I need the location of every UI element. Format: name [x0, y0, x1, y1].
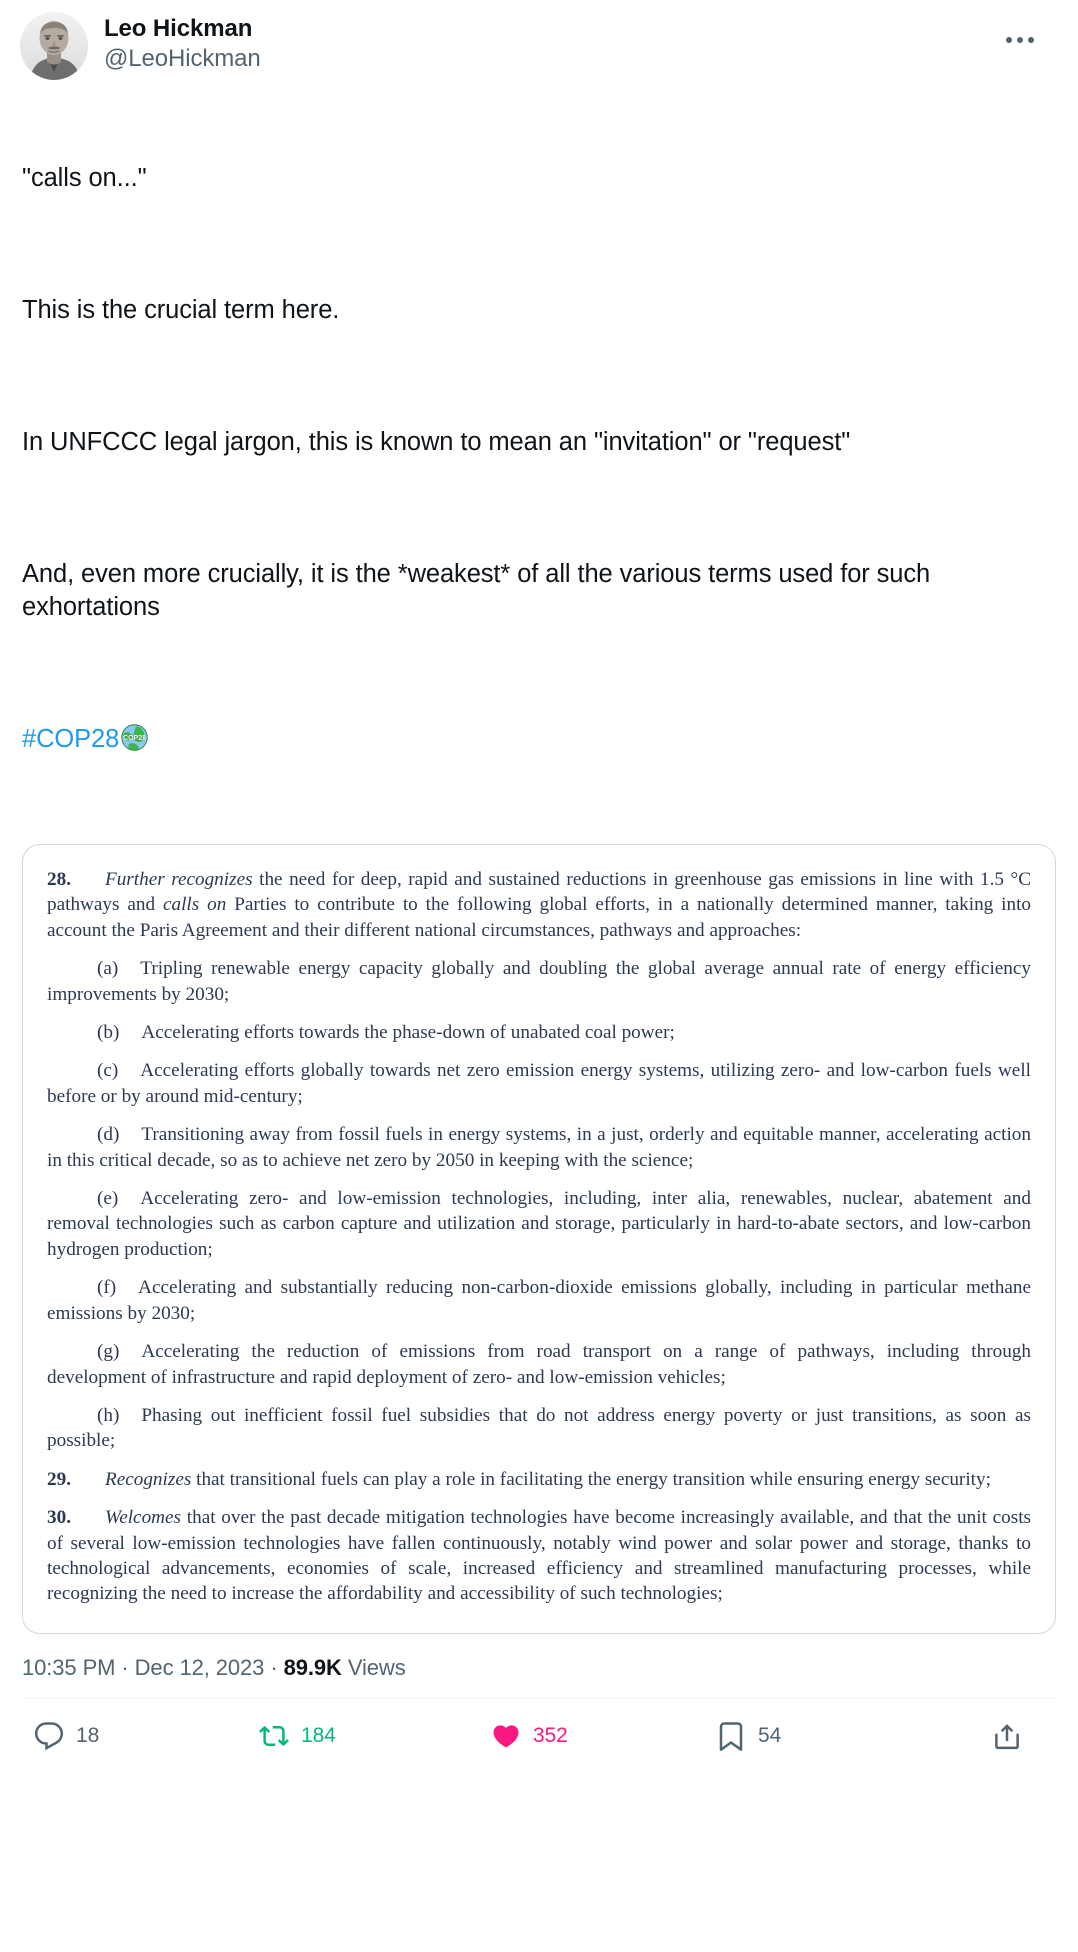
more-horizontal-icon — [1006, 37, 1034, 43]
reply-count: 18 — [76, 1724, 100, 1748]
tweet-time[interactable]: 10:35 PM — [22, 1654, 116, 1680]
bookmark-button[interactable] — [716, 1721, 906, 1751]
document-item-c — [47, 1058, 1031, 1109]
meta-separator-1: · — [121, 1654, 129, 1680]
tweet-paragraph-2: This is the crucial term here. — [22, 296, 340, 324]
attached-document-image[interactable] — [22, 844, 1056, 1634]
tweet-paragraph-3: In UNFCCC legal jargon, this is known to mean an "invitation" or "request" — [22, 428, 851, 456]
tweet-text — [0, 80, 1078, 822]
paragraph-number-28: 28. — [47, 869, 71, 890]
tweet-hashtag-line — [22, 723, 1056, 756]
item-a-label: (a) — [97, 958, 119, 980]
like-count: 352 — [533, 1724, 568, 1748]
author-display-name[interactable]: Leo Hickman — [104, 15, 253, 42]
item-e-label: (e) — [97, 1188, 119, 1210]
paragraph-28-body: the need for deep, rapid and sustained reductions in greenhouse gas emissions in line with 1.5 °C pathways and — [47, 869, 1031, 916]
retweet-button[interactable] — [259, 1721, 491, 1751]
tweet-metadata — [0, 1634, 1078, 1698]
views-label: Views — [347, 1654, 406, 1680]
share-icon — [992, 1721, 1022, 1751]
tweet-action-bar — [0, 1699, 1078, 1773]
document-paragraph-29 — [47, 1467, 1031, 1492]
more-options-button[interactable] — [998, 22, 1042, 58]
bookmark-count: 54 — [758, 1724, 782, 1748]
document-item-e — [47, 1186, 1031, 1262]
item-g-label: (g) — [97, 1341, 120, 1363]
item-g-text: Accelerating the reduction of emissions from road transport on a range of pathways, including through development of infrastructure and rapid deployment of zero- and low-emission vehicles; — [47, 1341, 1031, 1388]
retweet-icon — [259, 1721, 289, 1751]
paragraph-number-29: 29. — [47, 1468, 71, 1490]
item-e-text: Accelerating zero- and low-emission technologies, including, inter alia, renewables, nuclear, abatement and removal technologies such as carbon capture and utilization and storage, particularly in hard-to-abate sectors, and low-carbon hydrogen production; — [47, 1188, 1031, 1260]
cop28-globe-emoji — [121, 724, 148, 751]
svg-text:COP28: COP28 — [123, 734, 147, 743]
hashtag-cop28[interactable]: #COP28 — [22, 725, 120, 753]
item-d-label: (d) — [97, 1124, 120, 1146]
item-b-text: Accelerating efforts towards the phase-down of unabated coal power; — [141, 1022, 675, 1044]
reply-icon — [34, 1721, 64, 1751]
document-item-h — [47, 1403, 1031, 1454]
avatar-image — [20, 12, 88, 80]
paragraph-29-body: that transitional fuels can play a role in facilitating the energy transition while ensuring energy security; — [196, 1468, 991, 1490]
item-a-text: Tripling renewable energy capacity globally and doubling the global average annual rate of energy efficiency improvements by 2030; — [47, 958, 1031, 1005]
paragraph-28-lead: Further recognizes — [104, 869, 253, 890]
reply-button[interactable] — [34, 1721, 259, 1751]
item-c-text: Accelerating efforts globally towards net zero emission energy systems, utilizing zero- and low-carbon fuels well before or by around mid-century; — [47, 1060, 1031, 1107]
paragraph-29-lead: Recognizes — [104, 1468, 192, 1490]
item-f-text: Accelerating and substantially reducing non-carbon-dioxide emissions globally, including in particular methane emissions by 2030; — [47, 1277, 1031, 1324]
item-h-label: (h) — [97, 1404, 120, 1426]
avatar[interactable] — [20, 12, 88, 80]
item-c-label: (c) — [97, 1060, 119, 1082]
tweet-date[interactable]: Dec 12, 2023 — [134, 1654, 265, 1680]
views-count: 89.9K — [283, 1654, 342, 1680]
document-paragraph-30 — [47, 1505, 1031, 1607]
document-body — [23, 845, 1055, 1633]
paragraph-28-body2: Parties to contribute to the following global efforts, in a nationally determined manner, taking into account the Paris Agreement and their different national circumstances, pathways and approaches: — [47, 894, 1032, 941]
item-d-text: Transitioning away from fossil fuels in energy systems, in a just, orderly and equitable manner, accelerating action in this critical decade, so as to achieve net zero by 2050 in keeping with the science; — [47, 1124, 1031, 1171]
tweet-paragraph-1: "calls on..." — [22, 164, 147, 192]
like-button[interactable] — [491, 1721, 716, 1751]
retweet-count: 184 — [301, 1724, 336, 1748]
heart-icon — [491, 1721, 521, 1751]
document-item-b — [47, 1020, 1031, 1045]
document-paragraph-28 — [47, 867, 1031, 943]
item-b-label: (b) — [97, 1022, 120, 1044]
paragraph-28-italic-mid: calls on — [162, 894, 227, 916]
bookmark-icon — [716, 1721, 746, 1751]
share-button[interactable] — [992, 1721, 1034, 1751]
document-item-g — [47, 1339, 1031, 1390]
paragraph-30-lead: Welcomes — [104, 1507, 182, 1529]
paragraph-number-30: 30. — [47, 1507, 71, 1529]
document-item-a — [47, 956, 1031, 1007]
document-item-d — [47, 1122, 1031, 1173]
tweet-header — [0, 0, 1078, 80]
item-f-label: (f) — [97, 1277, 117, 1299]
document-item-f — [47, 1275, 1031, 1326]
paragraph-30-body: that over the past decade mitigation technologies have become increasingly available, and that the unit costs of several low-emission technologies have fallen continuously, notably wind power and solar power and storage, thanks to technological advancements, economies of scale, increased efficiency and streamlined manufacturing processes, while recognizing the need to increase the affordability and accessibility of such technologies; — [47, 1507, 1031, 1605]
meta-separator-2: · — [270, 1654, 278, 1680]
tweet-paragraph-4: And, even more crucially, it is the *weakest* of all the various terms used for such exhortations — [22, 560, 938, 621]
author-handle[interactable]: @LeoHickman — [104, 45, 261, 72]
author-identity — [104, 12, 261, 74]
item-h-text: Phasing out inefficient fossil fuel subsidies that do not address energy poverty or just transitions, as soon as possible; — [47, 1404, 1031, 1452]
